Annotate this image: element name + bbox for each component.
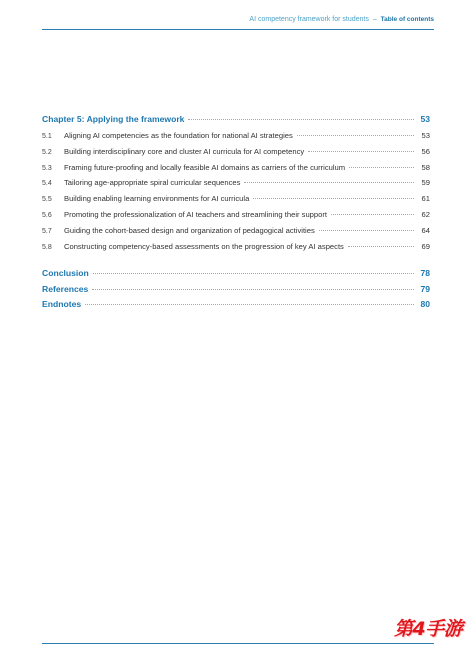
watermark-logo [392,612,476,642]
toc-leader-dots [331,214,414,215]
toc-leader-dots [85,304,414,305]
document-title: AI competency framework for students [249,16,369,23]
toc-entry-number: 5.2 [42,149,52,156]
toc-entry[interactable] [42,147,430,156]
header-rule [42,29,434,30]
toc-entry-title: Endnotes [42,299,82,309]
running-header [42,16,434,23]
toc-leader-dots [93,273,414,274]
toc-entry-title: Framing future-proofing and locally feasible AI domains as carriers of the curriculum [64,163,346,172]
toc-entry[interactable] [42,178,430,187]
toc-references-entry[interactable] [42,284,430,294]
toc-entry-title: Building interdisciplinary core and cluster AI curricula for AI competency [64,147,305,156]
toc-entry-title: Tailoring age-appropriate spiral curricular sequences [64,178,241,187]
toc-entry[interactable] [42,194,430,203]
toc-entry-page: 62 [421,210,430,219]
toc-entry-page: 64 [421,226,430,235]
toc-entry-title: Aligning AI competencies as the foundation for national AI strategies [64,131,293,140]
toc-leader-dots [244,182,414,183]
toc-entry-page: 79 [420,284,430,294]
toc-entry-number: 5.7 [42,228,52,235]
toc-entry-title: Conclusion [42,268,89,278]
toc-entry-title: Constructing competency-based assessments on the progression of key AI aspects [64,242,344,251]
header-separator: – [372,16,377,23]
toc-entry-page: 61 [421,194,430,203]
watermark-text: 第4手游 [394,618,463,640]
toc-entry-title: Chapter 5: Applying the framework [42,114,185,124]
toc-entry-page: 53 [421,131,430,140]
toc-entry-page: 58 [421,163,430,172]
toc-entry-number: 5.5 [42,196,52,203]
toc-entry[interactable] [42,242,430,251]
toc-leader-dots [92,289,414,290]
toc-leader-dots [319,230,414,231]
toc-entry-number: 5.8 [42,244,52,251]
toc-entry-page: 53 [420,114,430,124]
section-title: Table of contents [380,16,434,23]
toc-leader-dots [348,246,414,247]
toc-conclusion-entry[interactable] [42,268,430,278]
toc-entry-title: References [42,284,89,294]
toc-leader-dots [188,119,414,120]
toc-entry[interactable] [42,226,430,235]
toc-entry-page: 80 [420,299,430,309]
toc-entry[interactable] [42,131,430,140]
toc-leader-dots [297,135,414,136]
toc-entry[interactable] [42,163,430,172]
toc-entry-title: Building enabling learning environments for AI curricula [64,194,250,203]
toc-entry-page: 56 [421,147,430,156]
toc-entry-title: Guiding the cohort-based design and organization of pedagogical activities [64,226,315,235]
toc-chapter-entry[interactable] [42,114,430,124]
toc-entry-page: 69 [421,242,430,251]
toc-entry-title: Promoting the professionalization of AI teachers and streamlining their support [64,210,327,219]
toc-entry-page: 59 [421,178,430,187]
footer-rule [42,643,434,644]
toc-entry-number: 5.6 [42,212,52,219]
toc-leader-dots [308,151,414,152]
toc-entry-number: 5.1 [42,133,52,140]
toc-entry-page: 78 [420,268,430,278]
toc-entry-number: 5.3 [42,165,52,172]
toc-leader-dots [349,167,414,168]
toc-leader-dots [253,198,414,199]
toc-endnotes-entry[interactable] [42,299,430,309]
toc-entry-number: 5.4 [42,180,52,187]
toc-entry[interactable] [42,210,430,219]
